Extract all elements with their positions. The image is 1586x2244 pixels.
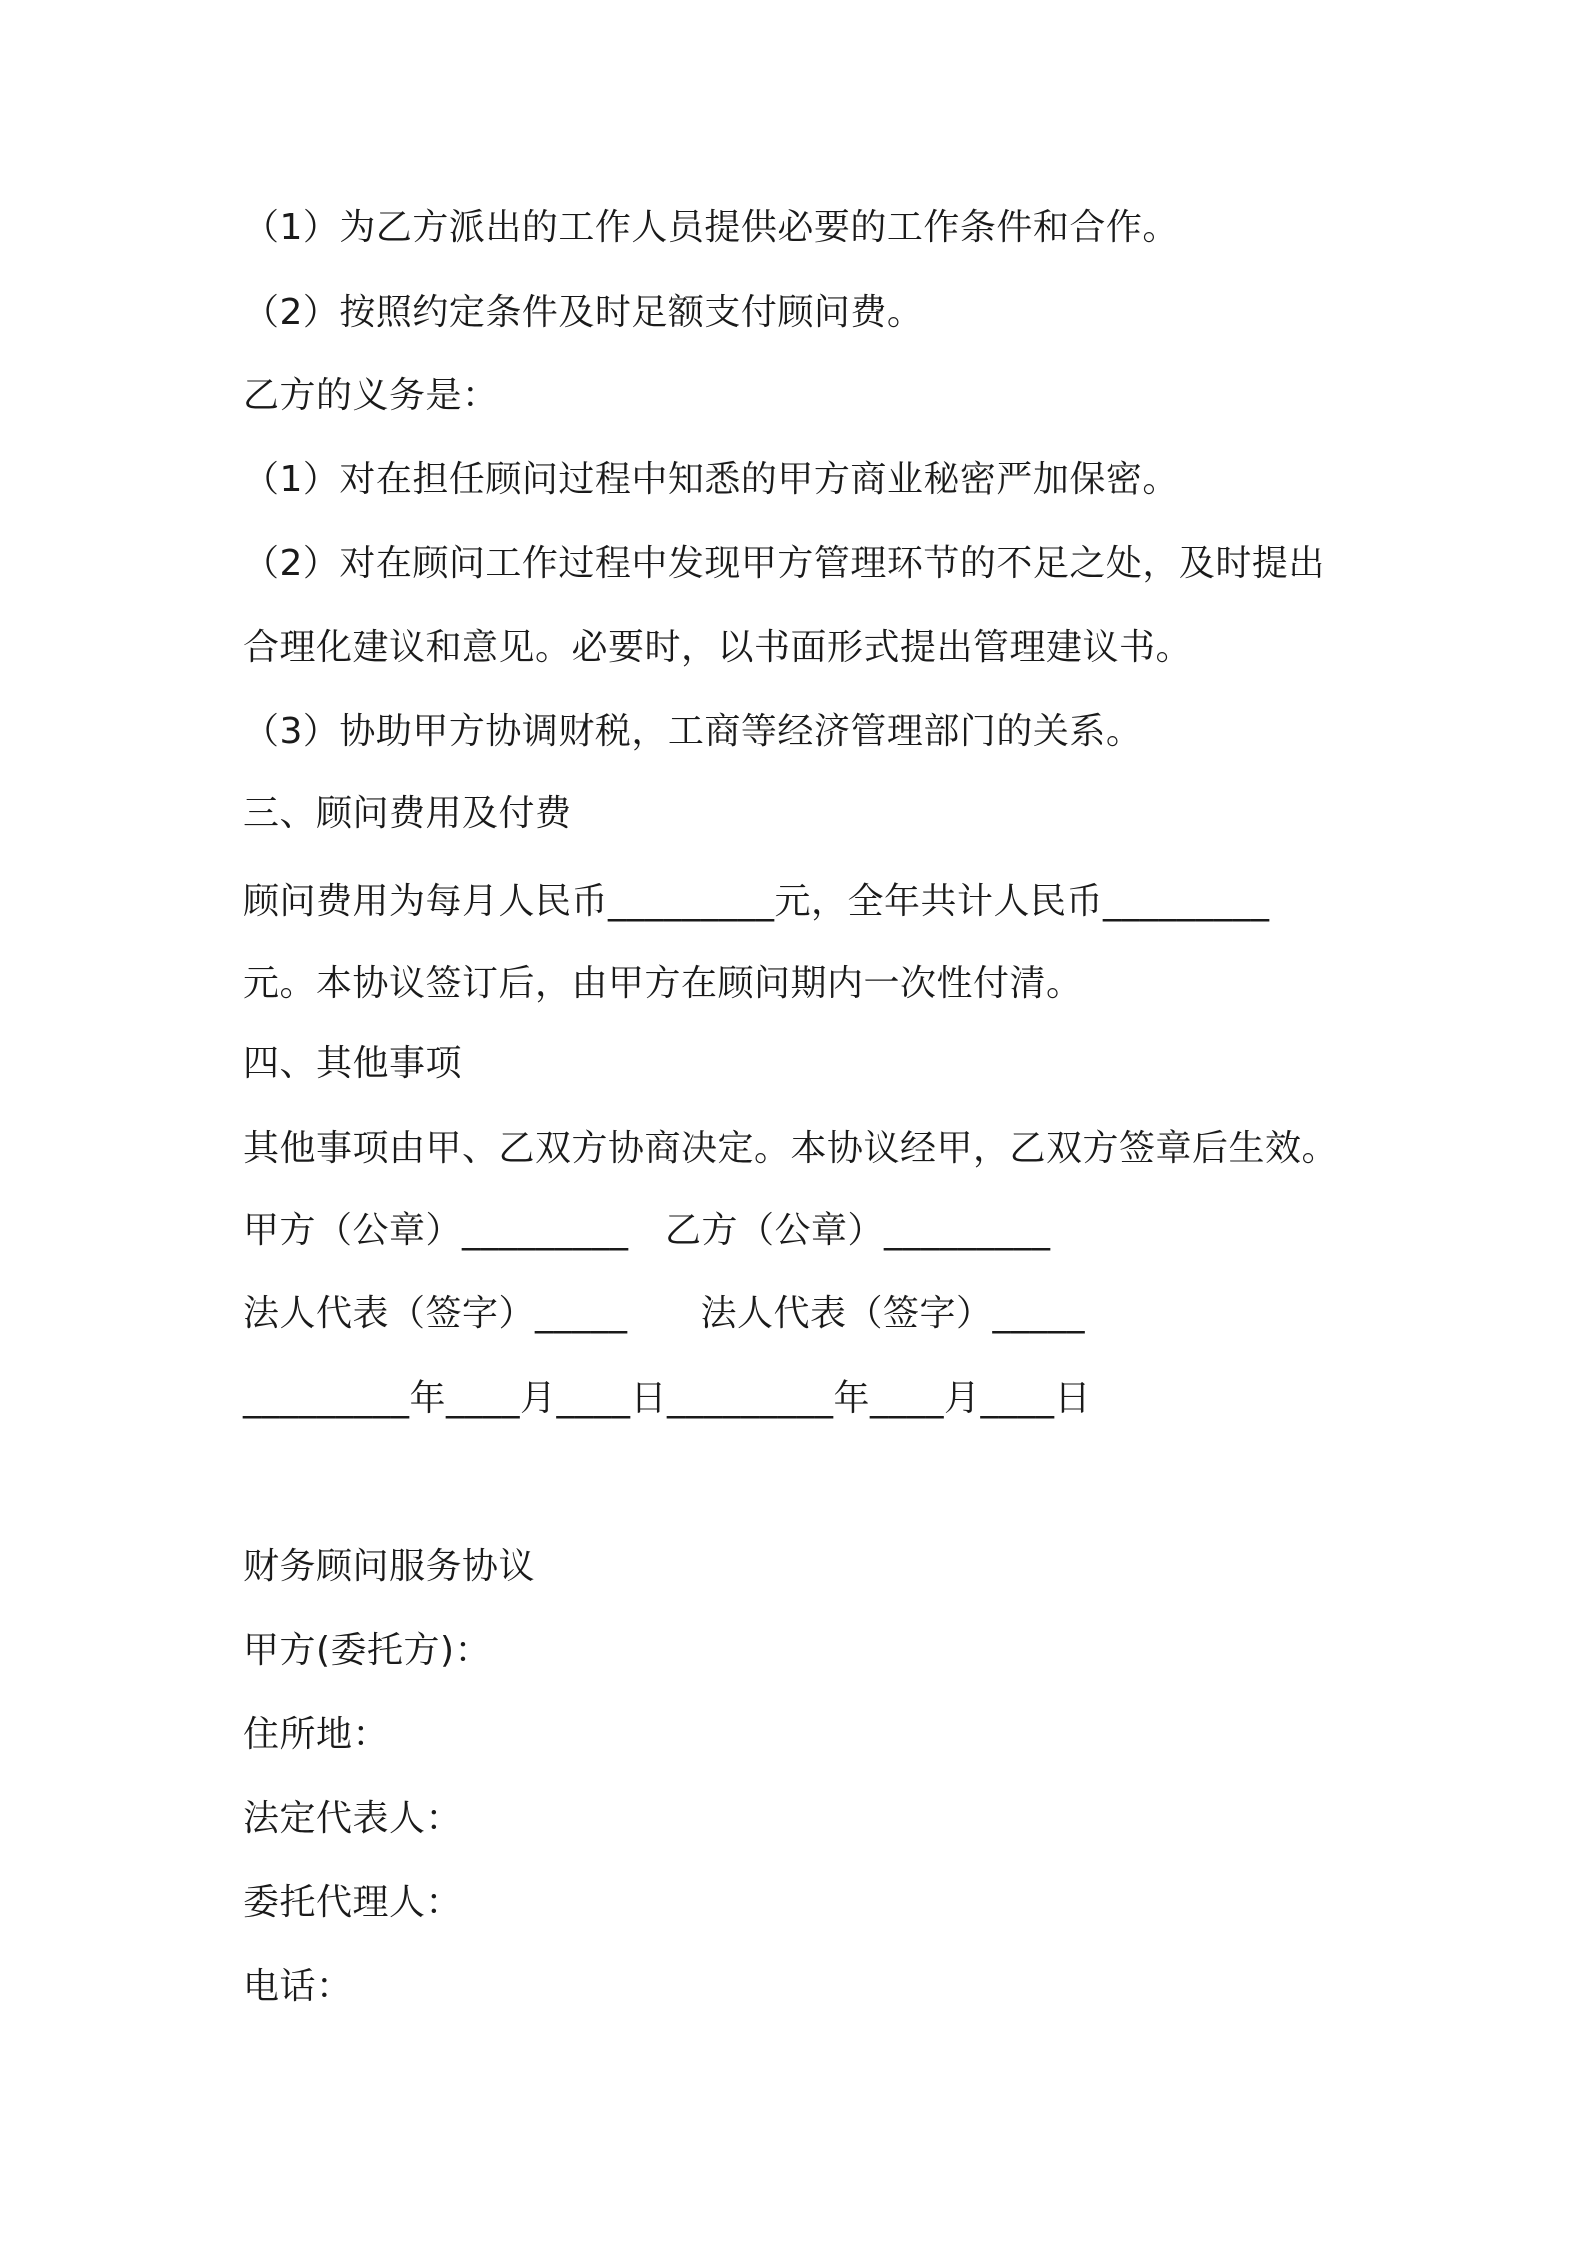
phone-label: 电话： bbox=[243, 1966, 353, 2007]
address-label: 住所地： bbox=[243, 1714, 390, 1755]
section-heading-fees: 三、顾问费用及付费 bbox=[243, 793, 572, 834]
signature-rep-line: 法人代表（签字）_____ 法人代表（签字）_____ bbox=[243, 1293, 1086, 1334]
doc-line-12: 其他事项由甲、乙双方协商决定。本协议经甲，乙双方签章后生效。 bbox=[243, 1128, 1339, 1169]
doc-line-9: 顾问费用为每月人民币_________元，全年共计人民币_________ bbox=[243, 881, 1270, 922]
doc-line-2: （2）按照约定条件及时足额支付顾问费。 bbox=[243, 292, 924, 333]
doc-line-4: （1）对在担任顾问过程中知悉的甲方商业秘密严加保密。 bbox=[243, 459, 1179, 500]
signature-seal-line: 甲方（公章）_________ 乙方（公章）_________ bbox=[243, 1210, 1051, 1251]
doc-line-7: （3）协助甲方协调财税，工商等经济管理部门的关系。 bbox=[243, 711, 1143, 752]
agreement-title: 财务顾问服务协议 bbox=[243, 1546, 536, 1587]
doc-line-3: 乙方的义务是： bbox=[243, 375, 499, 416]
legal-rep-label: 法定代表人： bbox=[243, 1798, 463, 1839]
doc-line-1: （1）为乙方派出的工作人员提供必要的工作条件和合作。 bbox=[243, 207, 1179, 248]
doc-line-5: （2）对在顾问工作过程中发现甲方管理环节的不足之处，及时提出 bbox=[243, 543, 1325, 584]
party-a-label: 甲方(委托方)： bbox=[243, 1630, 492, 1671]
doc-line-10: 元。本协议签订后，由甲方在顾问期内一次性付清。 bbox=[243, 963, 1083, 1004]
signature-date-line: _________年____月____日_________年____月____日 bbox=[243, 1378, 1091, 1419]
section-heading-other: 四、其他事项 bbox=[243, 1043, 463, 1084]
doc-line-6: 合理化建议和意见。必要时，以书面形式提出管理建议书。 bbox=[243, 627, 1193, 668]
agent-label: 委托代理人： bbox=[243, 1882, 463, 1923]
